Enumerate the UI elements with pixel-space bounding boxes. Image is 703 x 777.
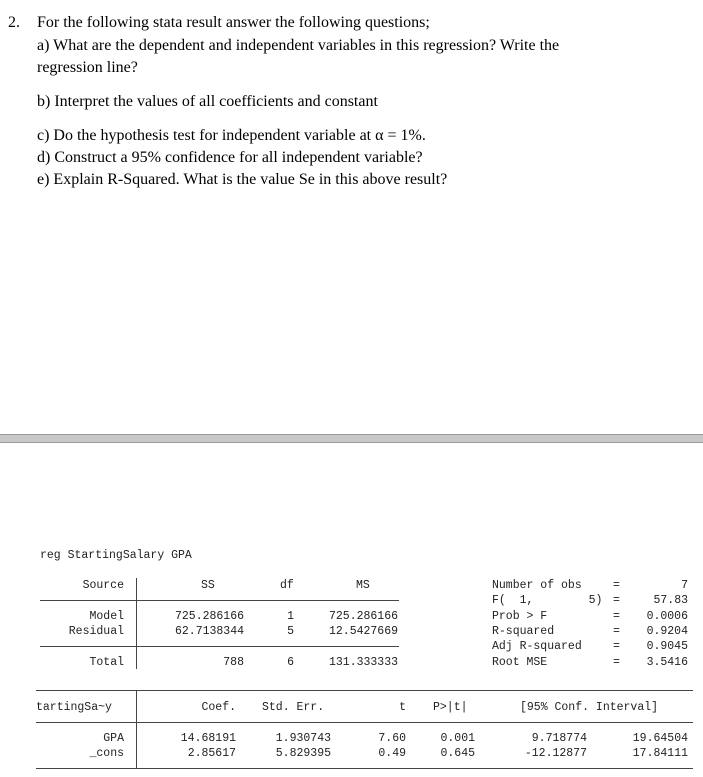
coef-header-depvar: tartingSa~y xyxy=(36,701,112,714)
coef-header-p: P>|t| xyxy=(433,701,468,714)
stat-label: F( 1, 5) xyxy=(492,594,603,607)
question-b: b) Interpret the values of all coefficients and constant xyxy=(37,93,378,110)
coef-row-t: 7.60 xyxy=(378,732,406,745)
stat-sep: = xyxy=(613,594,620,607)
stat-sep: = xyxy=(613,656,620,669)
coef-header-rule-left xyxy=(36,722,137,723)
stat-value: 0.0006 xyxy=(646,610,688,623)
stat-label: Prob > F xyxy=(492,610,548,623)
coef-vertical-rule xyxy=(136,690,137,768)
coef-row-se: 1.930743 xyxy=(275,732,331,745)
coef-row-p: 0.001 xyxy=(440,732,475,745)
anova-row-source: Model xyxy=(89,610,124,623)
anova-header-source: Source xyxy=(82,579,124,592)
stat-value: 3.5416 xyxy=(646,656,688,669)
stat-label: R-squared xyxy=(492,625,555,638)
anova-row-source: Residual xyxy=(68,625,124,638)
question-c: c) Do the hypothesis test for independent variable at α = 1%. xyxy=(37,127,426,144)
stat-sep: = xyxy=(613,625,620,638)
coef-header-rule-right xyxy=(137,722,693,723)
anova-row-df: 1 xyxy=(287,610,294,623)
anova-header-ss: SS xyxy=(201,579,215,592)
anova-row-ss: 725.286166 xyxy=(174,610,244,623)
coef-top-rule-right xyxy=(137,690,693,691)
anova-row-ss: 788 xyxy=(223,656,244,669)
stat-sep: = xyxy=(613,640,620,653)
stat-value: 7 xyxy=(681,579,688,592)
coef-header-t: t xyxy=(399,701,406,714)
question-number: 2. xyxy=(8,14,20,31)
coef-row-ci-low: -12.12877 xyxy=(524,747,587,760)
anova-row-source: Total xyxy=(89,656,124,669)
coef-bottom-rule-left xyxy=(36,768,137,769)
stat-value: 0.9045 xyxy=(646,640,688,653)
anova-header-ms: MS xyxy=(356,579,370,592)
anova-row-ms: 131.333333 xyxy=(328,656,398,669)
coef-row-var: _cons xyxy=(89,747,124,760)
coef-row-coef: 2.85617 xyxy=(187,747,236,760)
coef-row-p: 0.645 xyxy=(440,747,475,760)
question-d: d) Construct a 95% confidence for all independent variable? xyxy=(37,149,423,166)
anova-total-rule-right xyxy=(137,646,399,647)
coef-header-se: Std. Err. xyxy=(262,701,325,714)
anova-rule-right xyxy=(137,600,399,601)
coef-top-rule-left xyxy=(36,690,137,691)
question-intro: For the following stata result answer the following questions; xyxy=(37,14,430,31)
anova-total-rule-left xyxy=(40,646,137,647)
anova-row-ss: 62.7138344 xyxy=(174,625,244,638)
stat-label: Root MSE xyxy=(492,656,548,669)
anova-row-df: 5 xyxy=(287,625,294,638)
stata-command: reg StartingSalary GPA xyxy=(40,549,192,562)
coef-row-ci-high: 17.84111 xyxy=(632,747,688,760)
coef-bottom-rule-right xyxy=(137,768,693,769)
section-divider xyxy=(0,434,703,443)
anova-row-ms: 725.286166 xyxy=(328,610,398,623)
coef-row-coef: 14.68191 xyxy=(180,732,236,745)
stat-value: 57.83 xyxy=(653,594,688,607)
anova-row-ms: 12.5427669 xyxy=(328,625,398,638)
question-a-line2: regression line? xyxy=(37,59,138,76)
coef-row-t: 0.49 xyxy=(378,747,406,760)
stat-value: 0.9204 xyxy=(646,625,688,638)
question-a-line1: a) What are the dependent and independent variables in this regression? Write the xyxy=(37,37,560,54)
coef-row-ci-low: 9.718774 xyxy=(531,732,587,745)
stat-label: Number of obs xyxy=(492,579,582,592)
coef-row-var: GPA xyxy=(103,732,124,745)
anova-header-df: df xyxy=(280,579,294,592)
anova-vertical-rule xyxy=(136,578,137,669)
stat-label: Adj R-squared xyxy=(492,640,582,653)
stat-sep: = xyxy=(613,610,620,623)
coef-header-coef: Coef. xyxy=(201,701,236,714)
coef-row-se: 5.829395 xyxy=(275,747,331,760)
coef-header-ci: [95% Conf. Interval] xyxy=(520,701,659,714)
anova-rule-left xyxy=(40,600,137,601)
question-e: e) Explain R-Squared. What is the value Se in this above result? xyxy=(37,171,448,188)
coef-row-ci-high: 19.64504 xyxy=(632,732,688,745)
stat-sep: = xyxy=(613,579,620,592)
anova-row-df: 6 xyxy=(287,656,294,669)
